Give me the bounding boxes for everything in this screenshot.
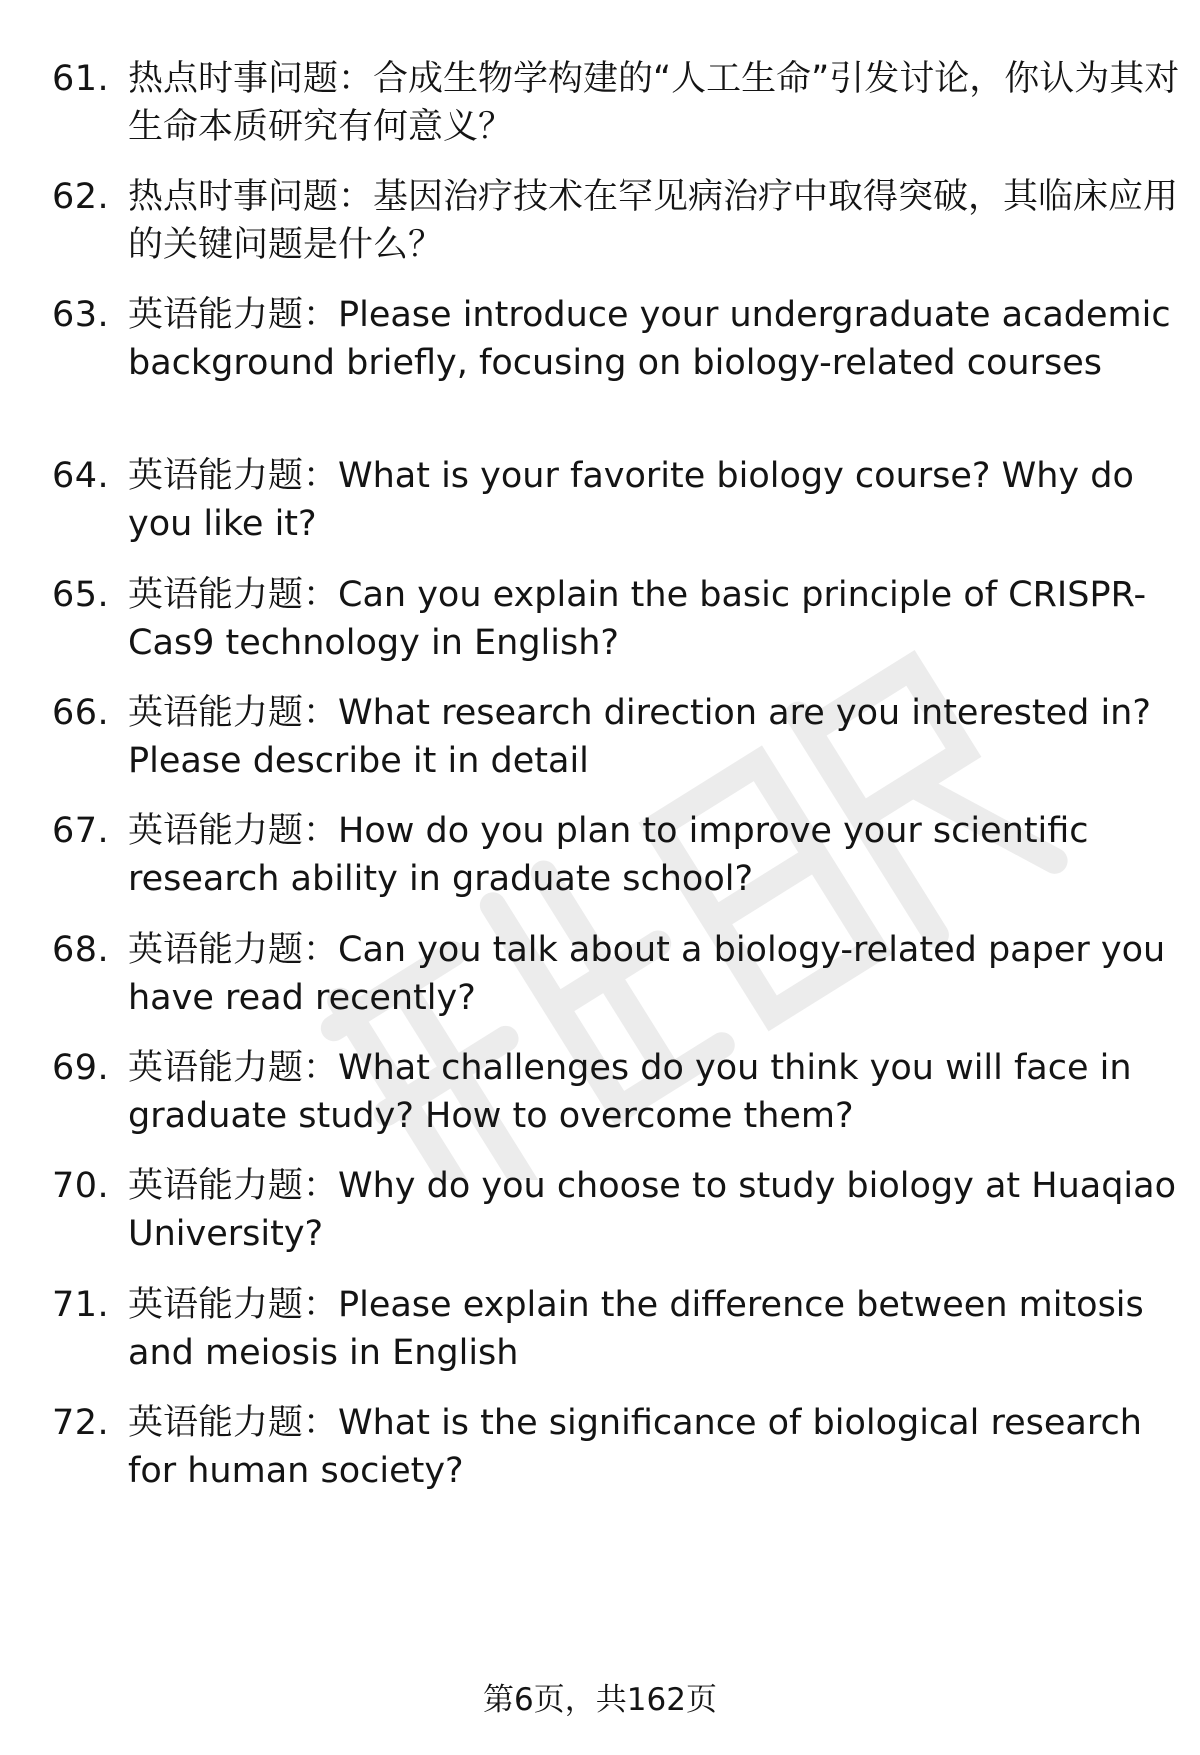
question-number: 71. bbox=[52, 1285, 110, 1325]
question-number: 69. bbox=[52, 1048, 110, 1088]
page-number-label: 第6页，共162页 bbox=[483, 1682, 717, 1718]
question-number: 65. bbox=[52, 575, 110, 615]
question-number: 72. bbox=[52, 1403, 110, 1443]
question-number: 66. bbox=[52, 693, 110, 733]
question-text: 热点时事问题：合成生物学构建的“人工生命”引发讨论，你认为其对生命本质研究有何意义？ bbox=[128, 59, 1180, 147]
question-text: 英语能力题：Please introduce your undergraduate academic background briefly, focusing on biology-related courses bbox=[128, 295, 1171, 383]
question-text: 热点时事问题：基因治疗技术在罕见病治疗中取得突破，其临床应用的关键问题是什么？ bbox=[128, 177, 1179, 265]
question-number: 62. bbox=[52, 177, 110, 217]
question-number: 64. bbox=[52, 456, 110, 496]
question-text: 英语能力题：How do you plan to improve your scientific research ability in graduate school? bbox=[128, 811, 1089, 899]
question-text: 英语能力题：What research direction are you interested in? Please describe it in detail bbox=[128, 693, 1151, 781]
question-number: 68. bbox=[52, 930, 110, 970]
question-number: 63. bbox=[52, 295, 110, 335]
question-text: 英语能力题：Can you talk about a biology-related paper you have read recently? bbox=[128, 930, 1166, 1018]
question-text: 英语能力题：Why do you choose to study biology at Huaqiao University? bbox=[128, 1166, 1177, 1254]
question-text: 英语能力题：What challenges do you think you will face in graduate study? How to overcome them? bbox=[128, 1048, 1132, 1136]
question-number: 61. bbox=[52, 59, 110, 99]
question-number: 67. bbox=[52, 811, 110, 851]
question-number: 70. bbox=[52, 1166, 110, 1206]
question-text: 英语能力题：What is the significance of biological research for human society? bbox=[128, 1403, 1142, 1491]
question-text: 英语能力题：What is your favorite biology course? Why do you like it? bbox=[128, 456, 1134, 544]
question-text: 英语能力题：Can you explain the basic principle of CRISPR-Cas9 technology in English? bbox=[128, 575, 1147, 663]
question-text: 英语能力题：Please explain the difference between mitosis and meiosis in English bbox=[128, 1285, 1144, 1373]
page-footer bbox=[0, 1678, 1200, 1722]
